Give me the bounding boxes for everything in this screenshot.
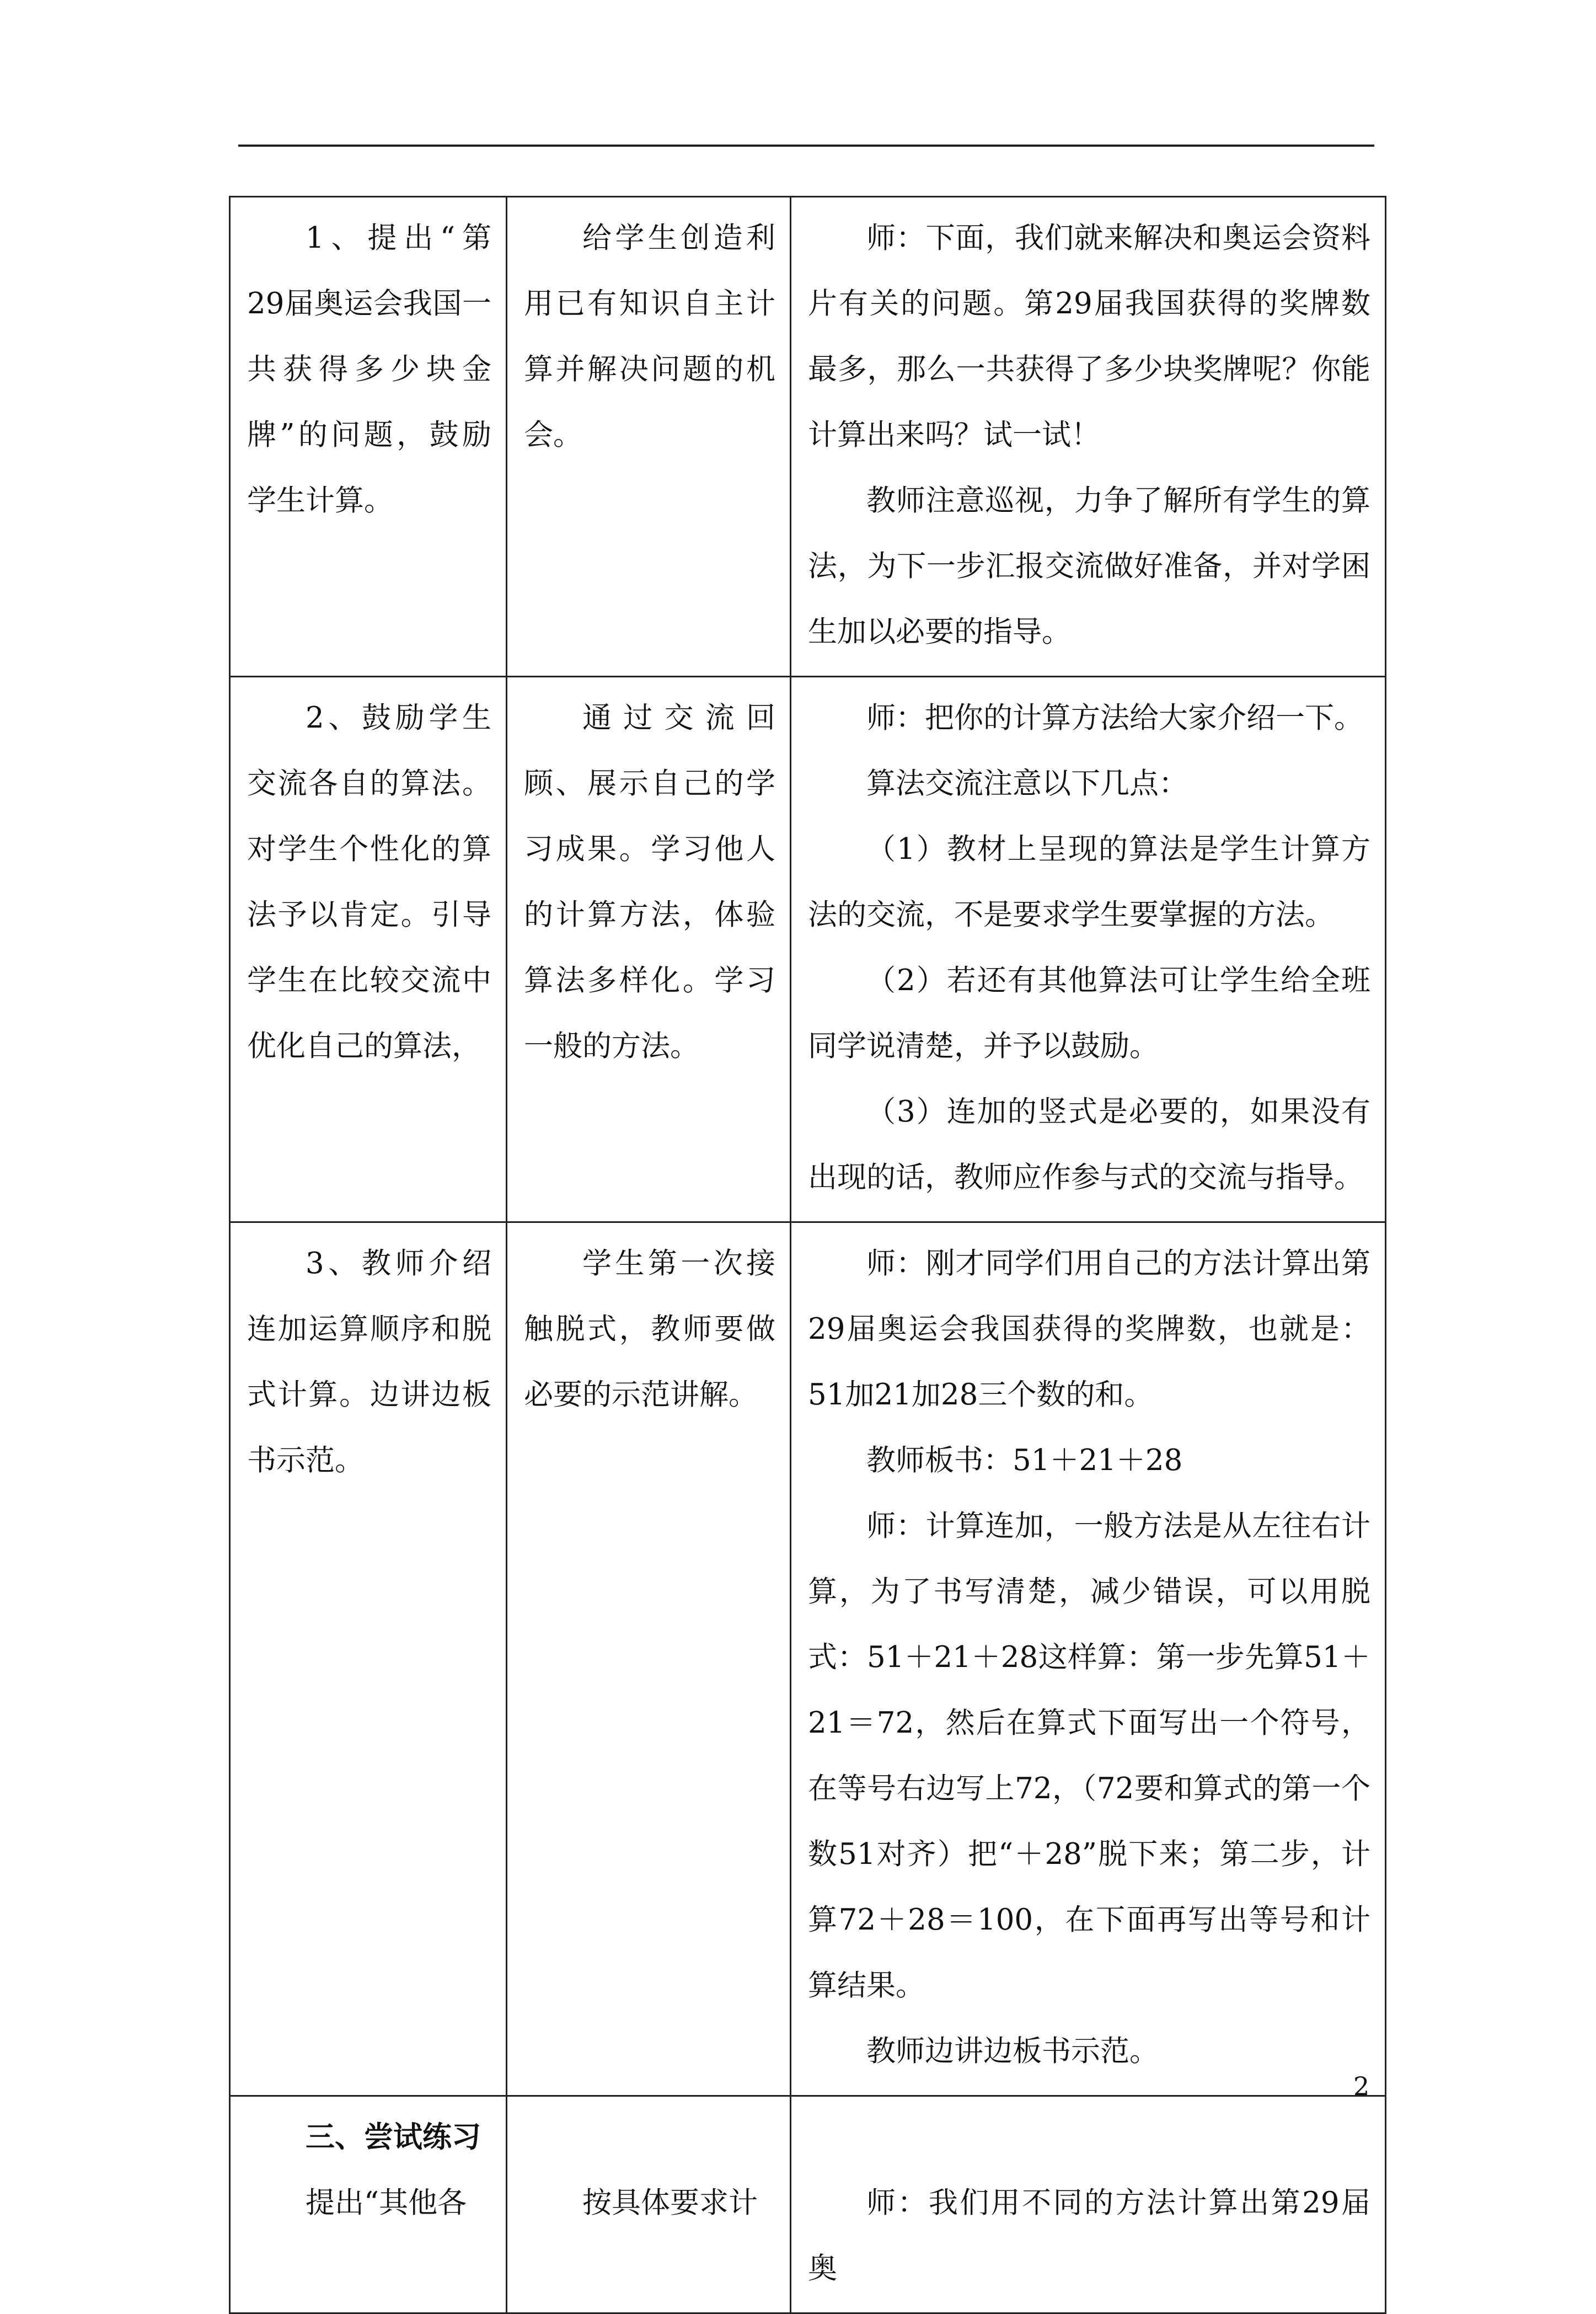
paragraph: （3）连加的竖式是必要的，如果没有出现的话，教师应作参与式的交流与指导。 bbox=[808, 1095, 1370, 1194]
paragraph: 师：我们用不同的方法计算出第29届奥 bbox=[808, 2186, 1370, 2285]
intent-cell bbox=[507, 197, 791, 677]
table-row bbox=[230, 197, 1386, 677]
paragraph: 给学生创造利用已有知识自主计算并解决问题的机会。 bbox=[524, 221, 775, 452]
paragraph: 师：计算连加，一般方法是从左往右计算，为了书写清楚，减少错误，可以用脱式：51＋21＋28这样算：第一步先算51＋21＝72，然后在算式下面写出一个符号，在等号右边写上72，（72要和算式的第一个数51对齐）把“＋28”脱下来；第二步，计算72＋28＝100，在下面再写出等号和计算结果。 bbox=[808, 1509, 1370, 2002]
table-row bbox=[230, 677, 1386, 1222]
table-row bbox=[230, 2096, 1386, 2313]
process-cell bbox=[230, 2096, 507, 2313]
table-row bbox=[230, 1222, 1386, 2096]
paragraph: 1、提出“第29届奥运会我国一共获得多少块金牌”的问题，鼓励学生计算。 bbox=[247, 221, 491, 517]
intent-cell bbox=[507, 677, 791, 1222]
paragraph: 师：把你的计算方法给大家介绍一下。 bbox=[866, 701, 1363, 735]
paragraph: 教师边讲边板书示范。 bbox=[866, 2034, 1159, 2068]
paragraph: 学生第一次接触脱式，教师要做必要的示范讲解。 bbox=[524, 1247, 775, 1412]
activity-cell bbox=[791, 677, 1386, 1222]
activity-cell bbox=[791, 197, 1386, 677]
paragraph: 师：下面，我们就来解决和奥运会资料片有关的问题。第29届我国获得的奖牌数最多，那么一共获得了多少块奖牌呢？你能计算出来吗？试一试！ bbox=[808, 221, 1370, 452]
paragraph: 按具体要求计 bbox=[582, 2186, 758, 2220]
process-cell bbox=[230, 1222, 507, 2096]
intent-cell bbox=[507, 2096, 791, 2313]
intent-cell bbox=[507, 1222, 791, 2096]
paragraph: 通过交流回顾、展示自己的学习成果。学习他人的计算方法，体验算法多样化。学习一般的方法。 bbox=[524, 701, 775, 1063]
process-cell bbox=[230, 677, 507, 1222]
paragraph: 师：刚才同学们用自己的方法计算出第29届奥运会我国获得的奖牌数，也就是：51加21加28三个数的和。 bbox=[808, 1247, 1370, 1412]
page-number: 2 bbox=[1353, 2071, 1370, 2101]
paragraph: 3、教师介绍连加运算顺序和脱式计算。边讲边板书示范。 bbox=[247, 1247, 491, 1477]
activity-cell bbox=[791, 2096, 1386, 2313]
process-cell bbox=[230, 197, 507, 677]
paragraph: 提出“其他各 bbox=[306, 2186, 467, 2220]
section-heading: 三、尝试练习 bbox=[306, 2120, 481, 2154]
paragraph: （1）教材上呈现的算法是学生计算方法的交流，不是要求学生要掌握的方法。 bbox=[808, 832, 1370, 932]
header-rule bbox=[238, 145, 1374, 147]
paragraph: 教师板书：51＋21＋28 bbox=[866, 1444, 1183, 1477]
paragraph: 教师注意巡视，力争了解所有学生的算法，为下一步汇报交流做好准备，并对学困生加以必要的指导。 bbox=[808, 484, 1370, 649]
paragraph: 2、鼓励学生交流各自的算法。对学生个性化的算法予以肯定。引导学生在比较交流中优化自己的算法， bbox=[247, 701, 491, 1063]
activity-cell bbox=[791, 1222, 1386, 2096]
paragraph: （2）若还有其他算法可让学生给全班同学说清楚，并予以鼓励。 bbox=[808, 964, 1370, 1063]
lesson-table bbox=[229, 196, 1386, 2314]
paragraph: 算法交流注意以下几点： bbox=[866, 767, 1188, 800]
